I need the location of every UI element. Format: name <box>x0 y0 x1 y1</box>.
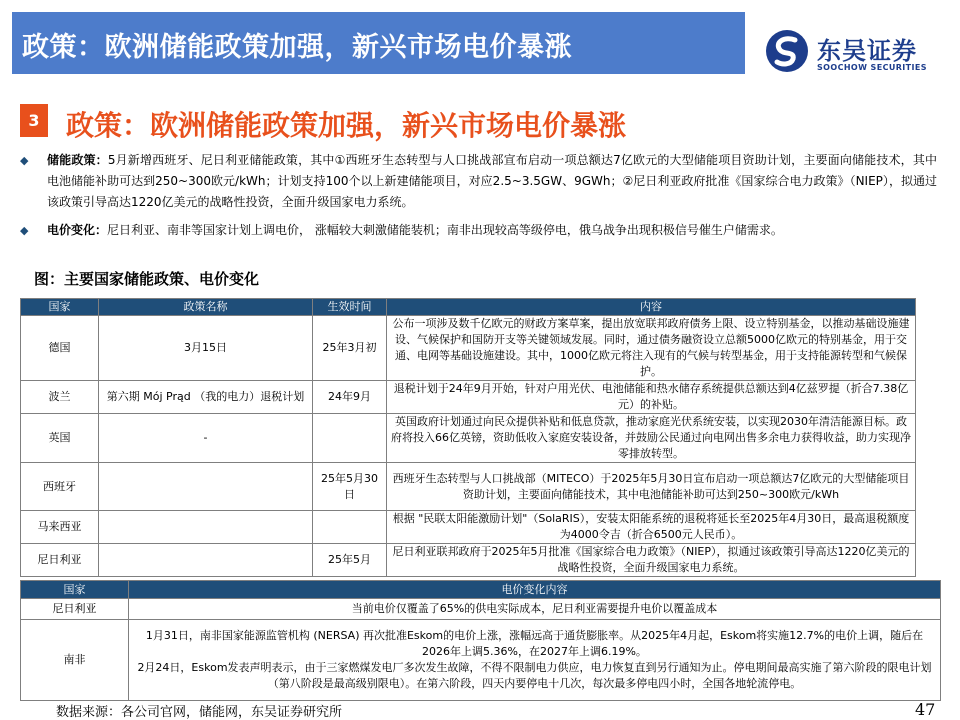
page-number: 47 <box>915 700 936 719</box>
table-row <box>21 599 941 620</box>
cell-country: 尼日利亚 <box>21 544 99 577</box>
table-header-row <box>21 581 941 599</box>
bullet-body: 5月新增西班牙、尼日利亚储能政策，其中①西班牙生态转型与人口挑战部宣布启动一项总额达7亿欧元的大型储能项目资助计划，主要面向储能技术，其中电池储能补助可达到250~300欧元/kWh；计划支持100个以上新建储能项目，对应2.5~3.5GW、9GWh；②尼日利亚政府批准《国家综合电力政策》（NIEP），拟通过该政策引导高达1220亿美元的战略性投资，全面升级国家电力系统。 <box>47 153 937 209</box>
logo-english-name: SOOCHOW SECURITIES <box>817 63 927 72</box>
cell-country: 德国 <box>21 316 99 381</box>
logo-mark-icon <box>765 29 809 73</box>
section-title: 政策：欧洲储能政策加强，新兴市场电价暴涨 <box>66 109 627 142</box>
table-row <box>21 620 941 701</box>
cell-time <box>313 414 387 463</box>
table-row <box>21 511 916 544</box>
table-row <box>21 414 916 463</box>
policy-table <box>20 298 916 577</box>
bullet-text <box>47 220 937 241</box>
cell-country: 英国 <box>21 414 99 463</box>
cell-policy <box>99 511 313 544</box>
cell-policy: 3月15日 <box>99 316 313 381</box>
bullet-price-change <box>20 220 940 262</box>
cell-content: 尼日利亚联邦政府于2025年5月批准《国家综合电力政策》（NIEP），拟通过该政策引导高达1220亿美元的战略性投资，全面升级国家电力系统。 <box>387 544 916 577</box>
bullet-body: 尼日利亚、南非等国家计划上调电价， 涨幅较大刺激储能装机；南非出现较高等级停电，俄乌战争出现积极信号催生户储需求。 <box>107 223 783 237</box>
bullet-key: 储能政策： <box>47 153 108 167</box>
bullet-text <box>47 150 937 213</box>
column-header-effective-date: 生效时间 <box>313 299 387 316</box>
diamond-bullet-icon: ◆ <box>20 224 29 237</box>
cell-policy <box>99 544 313 577</box>
cell-policy: 第六期 Mój Prąd （我的电力）退税计划 <box>99 381 313 414</box>
cell-policy <box>99 463 313 511</box>
cell-time: 25年5月 <box>313 544 387 577</box>
cell-country: 波兰 <box>21 381 99 414</box>
figure-title: 图：主要国家储能政策、电价变化 <box>34 270 260 288</box>
cell-time: 25年3月初 <box>313 316 387 381</box>
table-row <box>21 381 916 414</box>
cell-content: 退税计划于24年9月开始，针对户用光伏、电池储能和热水储存系统提供总额达到4亿兹罗提（折合7.38亿元）的补贴。 <box>387 381 916 414</box>
cell-content: 西班牙生态转型与人口挑战部（MITECO）于2025年5月30日宣布启动一项总额达7亿欧元的大型储能项目资助计划，主要面向储能技术，其中电池储能补助可达到250~300欧元/kWh <box>387 463 916 511</box>
column-header-country: 国家 <box>21 299 99 316</box>
cell-country: 西班牙 <box>21 463 99 511</box>
column-header-country: 国家 <box>21 581 129 599</box>
cell-content: 公布一项涉及数千亿欧元的财政方案草案，提出放宽联邦政府债务上限、设立特别基金，以推动基础设施建设、气候保护和国防开支等关键领域发展。同时，通过债务融资设立总额5000亿欧元的特别基金，用于交通、电网等基础设施建设。其中，1000亿欧元将注入现有的气候与转型基金，用于支持能源转型和气候保护。 <box>387 316 916 381</box>
cell-time: 25年5月30日 <box>313 463 387 511</box>
cell-content: 英国政府计划通过向民众提供补贴和低息贷款，推动家庭光伏系统安装，以实现2030年清洁能源目标。政府将投入66亿英镑，资助低收入家庭安装设备，并鼓励公民通过向电网出售多余电力获得收益，助力实现净零排放转型。 <box>387 414 916 463</box>
cell-country: 南非 <box>21 620 129 701</box>
company-logo <box>765 29 955 79</box>
table-header-row <box>21 299 916 316</box>
diamond-bullet-icon: ◆ <box>20 154 29 167</box>
column-header-price-change: 电价变化内容 <box>129 581 941 599</box>
column-header-policy: 政策名称 <box>99 299 313 316</box>
cell-time: 24年9月 <box>313 381 387 414</box>
section-number: 3 <box>20 104 48 137</box>
cell-content: 1月31日，南非国家能源监管机构 (NERSA) 再次批准Eskom的电价上涨，涨幅远高于通货膨胀率。从2025年4月起，Eskom将实施12.7%的电价上调，随后在2026年上调5.36%，在2027年上调6.19%。 2月24日，Eskom发表声明表示，由于三家燃煤发电厂多次发生故障，不得不限制电力供应，电力恢复直到另行通知为止。停电期间最高实施了第六阶段的限电计划（第八阶段是最高级别限电）。在第六阶段，四天内要停电十几次，每次最多停电四小时，全国各地轮流停电。 <box>129 620 941 701</box>
price-change-table <box>20 580 941 701</box>
column-header-content: 内容 <box>387 299 916 316</box>
cell-country: 尼日利亚 <box>21 599 129 620</box>
cell-time <box>313 511 387 544</box>
data-source: 数据来源：各公司官网，储能网，东吴证券研究所 <box>56 705 343 720</box>
bullet-key: 电价变化： <box>47 223 108 237</box>
table-row <box>21 316 916 381</box>
bullet-storage-policy <box>20 150 940 213</box>
header-title: 政策：欧洲储能政策加强，新兴市场电价暴涨 <box>22 32 572 63</box>
logo-chinese-name: 东吴证券 <box>817 37 917 65</box>
cell-country: 马来西亚 <box>21 511 99 544</box>
cell-policy: - <box>99 414 313 463</box>
cell-content: 根据 "民联太阳能激励计划"（SolaRIS），安装太阳能系统的退税将延长至2025年4月30日，最高退税额度为4000令吉（折合6500元人民币）。 <box>387 511 916 544</box>
table-row <box>21 544 916 577</box>
table-row <box>21 463 916 511</box>
cell-content: 当前电价仅覆盖了65%的供电实际成本，尼日利亚需要提升电价以覆盖成本 <box>129 599 941 620</box>
